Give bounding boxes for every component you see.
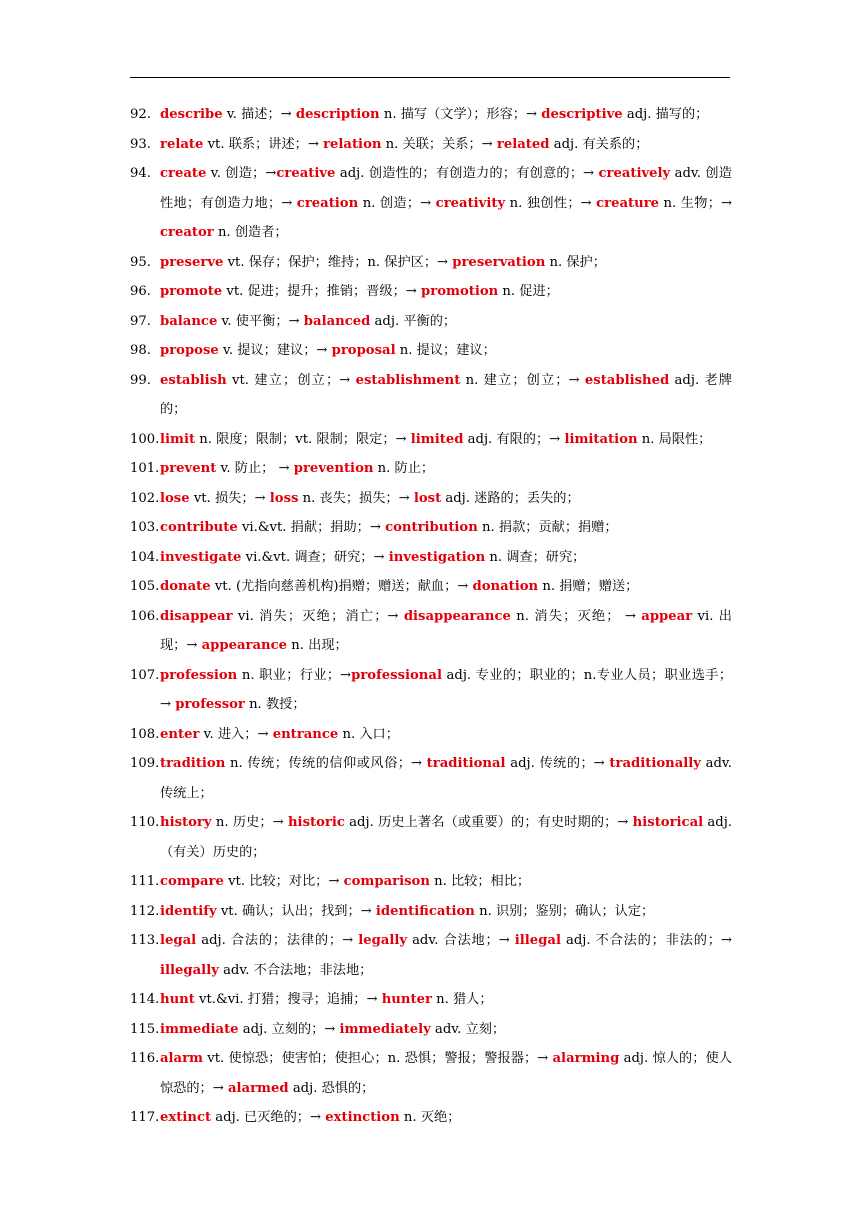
vocab-entry [130, 867, 732, 897]
definition-text: adj. 迷路的；丢失的； [441, 490, 580, 506]
entry-number: 104. [130, 549, 160, 565]
definition-text: adj. 专业的；职业的；n.专业人员；职业选手；→ [160, 667, 733, 712]
entry-number: 99. [130, 372, 151, 388]
headword: history [160, 815, 212, 830]
entry-number: 108. [130, 726, 160, 742]
vocab-entry [130, 808, 732, 867]
definition-text: vt. 确认；认出；找到；→ [216, 903, 376, 919]
definition-text: v. 提议；建议；→ [218, 343, 332, 358]
definition-text: adj. 描写的； [622, 107, 709, 122]
headword: disappearance [403, 608, 511, 624]
entry-number: 106. [130, 608, 160, 624]
headword: creative [276, 166, 336, 181]
definition-text: n. 比较；相比； [429, 874, 531, 889]
entry-number: 113. [130, 933, 160, 948]
headword: investigation [388, 549, 486, 565]
definition-text: n. 传统；传统的信仰或风俗；→ [225, 756, 427, 771]
headword: establishment [355, 372, 461, 388]
vocab-entry [130, 425, 732, 455]
vocab-entry [130, 277, 732, 307]
headword: promotion [421, 284, 499, 299]
definition-text: adj. 创造性的；有创造力的；有创意的；→ [335, 166, 599, 181]
vocab-entry [130, 248, 732, 278]
headword: creature [596, 195, 660, 211]
definition-text: v. 创造；→ [206, 166, 277, 181]
definition-text: adj. 惊人的；使人惊恐的；→ [160, 1051, 732, 1096]
headword: lost [413, 490, 442, 506]
definition-text: vt. 促进；提升；推销；晋级；→ [222, 284, 422, 299]
entry-number: 100. [130, 431, 160, 447]
vocab-entry [130, 985, 732, 1015]
definition-text: v. 使平衡；→ [217, 313, 304, 329]
definition-text: adj. 不合法的；非法的；→ [560, 933, 732, 948]
definition-text: v. 进入；→ [199, 726, 273, 742]
definition-text: adj. 恐惧的； [288, 1080, 375, 1096]
headword: investigate [160, 549, 242, 565]
headword: legally [358, 933, 408, 948]
headword: illegal [514, 933, 561, 948]
definition-text: n. 捐款；贡献；捐赠； [477, 520, 618, 535]
definition-text: n. 生物；→ [659, 195, 733, 211]
vocab-entry [130, 159, 732, 248]
definition-text: adj. 历史上著名（或重要）的；有史时期的；→ [344, 815, 633, 830]
entry-number: 117. [130, 1110, 160, 1125]
definition-text: vi. 出现；→ [160, 608, 732, 653]
definition-text: adj. 平衡的； [370, 313, 457, 329]
entry-number: 112. [130, 903, 160, 919]
definition-text: adv. 不合法地；非法地； [218, 962, 373, 978]
headword: identify [160, 903, 217, 919]
headword: immediately [339, 1021, 431, 1037]
definition-text: n. 创造者； [213, 225, 288, 240]
headword: limitation [564, 431, 638, 447]
headword: alarming [552, 1051, 620, 1066]
headword: alarm [160, 1051, 204, 1066]
definition-text: n. 灭绝； [399, 1110, 461, 1125]
headword: appear [641, 608, 693, 624]
headword: hunter [381, 992, 432, 1007]
entry-number: 95. [130, 254, 151, 270]
headword: professor [175, 697, 245, 712]
definition-text: adj. 已灭绝的；→ [211, 1110, 326, 1125]
definition-text: n. 丧失；损失；→ [298, 490, 414, 506]
entry-number: 96. [130, 284, 151, 299]
vocab-entry [130, 454, 732, 484]
headword: traditionally [609, 756, 701, 771]
definition-text: n. 出现； [287, 638, 348, 653]
headword: relate [160, 136, 204, 152]
headword: traditional [426, 756, 506, 771]
headword: extinct [160, 1110, 212, 1125]
vocab-entry [130, 720, 732, 750]
entry-number: 103. [130, 520, 160, 535]
definition-text: n. 关联；关系；→ [381, 136, 497, 152]
headword: propose [160, 343, 219, 358]
headword: creativity [435, 195, 506, 211]
headword: contribute [160, 520, 238, 535]
vocab-entry [130, 484, 732, 514]
vocab-entry [130, 572, 732, 602]
entry-number: 111. [130, 874, 160, 889]
definition-text: vt. 联系；讲述；→ [203, 136, 324, 152]
headword: prevention [293, 461, 374, 476]
definition-text: vi.&vt. 调查；研究；→ [241, 549, 389, 565]
definition-text: adj. 合法的；法律的；→ [196, 933, 359, 948]
entry-number: 101. [130, 461, 160, 476]
vocab-entry [130, 1103, 732, 1133]
headword: lose [160, 490, 190, 506]
definition-text: adj.（有关）历史的； [160, 815, 733, 860]
definition-text: n. 保护； [545, 254, 606, 270]
definition-text: vi. 消失；灭绝；消亡；→ [232, 608, 404, 624]
entry-number: 98. [130, 343, 151, 358]
headword: donate [160, 579, 211, 594]
definition-text: n. 调查；研究； [485, 549, 586, 565]
definition-text: vt. 建立；创立；→ [226, 372, 356, 388]
definition-text: vt. 使惊恐；使害怕；使担心；n. 恐惧；警报；警报器；→ [203, 1051, 553, 1066]
headword: prevent [160, 461, 217, 476]
definition-text: adv. 创造性地；有创造力地；→ [160, 166, 732, 211]
headword: related [496, 136, 550, 152]
definition-text: n. 教授； [244, 697, 306, 712]
headword: legal [160, 933, 197, 948]
definition-text: n. 建立；创立；→ [460, 372, 585, 388]
headword: create [160, 166, 207, 181]
definition-text: adj. 有限的；→ [463, 431, 565, 447]
definition-text: n. 入口； [338, 726, 399, 742]
vocab-entry [130, 1044, 732, 1103]
vocab-entry [130, 897, 732, 927]
definition-text: vt.&vi. 打猎；搜寻；追捕；→ [194, 992, 382, 1007]
headword: established [584, 372, 670, 388]
definition-text: n. 识别；鉴别；确认；认定； [474, 903, 655, 919]
definition-text: n. 猎人； [431, 992, 493, 1007]
definition-text: vt. 比较；对比；→ [223, 874, 344, 889]
headword: describe [160, 107, 223, 122]
headword: compare [160, 874, 224, 889]
headword: hunt [160, 992, 195, 1007]
headword: donation [472, 579, 539, 594]
definition-text: v. 防止； → [216, 461, 294, 476]
definition-text: vt. 损失；→ [189, 490, 270, 506]
vocab-entry [130, 513, 732, 543]
vocab-entry [130, 1015, 732, 1045]
entry-number: 92. [130, 107, 151, 122]
definition-text: v. 描述；→ [222, 107, 296, 122]
vocab-entry [130, 926, 732, 985]
headword: extinction [325, 1110, 400, 1125]
definition-text: vt. 保存；保护；维持；n. 保护区；→ [223, 254, 453, 270]
headword: creatively [598, 166, 671, 181]
definition-text: vt. (尤指向慈善机构)捐赠；赠送；献血；→ [210, 579, 473, 594]
headword: proposal [331, 343, 396, 358]
vocab-entry [130, 130, 732, 160]
headword: limit [160, 431, 196, 447]
headword: description [295, 107, 380, 122]
headword: appearance [201, 638, 288, 653]
entry-number: 116. [130, 1051, 160, 1066]
definition-text: vi.&vt. 捐献；捐助；→ [237, 520, 386, 535]
definition-text: adj. 立刻的；→ [238, 1021, 340, 1037]
definition-text: adv. 传统上； [160, 756, 732, 801]
definition-text: adv. 立刻； [430, 1021, 506, 1037]
headword: illegally [160, 962, 219, 978]
definition-text: n. 防止； [373, 461, 435, 476]
definition-text: adj. 传统的；→ [505, 756, 610, 771]
definition-text: n. 描写（文学）；形容；→ [379, 107, 542, 122]
entry-number: 102. [130, 490, 160, 506]
vocab-entry [130, 336, 732, 366]
headword: creator [160, 225, 214, 240]
headword: tradition [160, 756, 226, 771]
entry-number: 93. [130, 136, 151, 152]
headword: promote [160, 284, 223, 299]
entry-number: 107. [130, 667, 160, 683]
definition-text: n. 历史；→ [211, 815, 288, 830]
headword: descriptive [541, 107, 623, 122]
vocab-entry [130, 661, 732, 720]
definition-text: n. 局限性； [637, 431, 712, 447]
headword: balance [160, 313, 218, 329]
headword: comparison [343, 874, 430, 889]
vocab-entry [130, 543, 732, 573]
entry-number: 110. [130, 815, 160, 830]
definition-text: n. 职业；行业；→ [237, 667, 352, 683]
vocab-entry [130, 749, 732, 808]
headword: preserve [160, 254, 224, 270]
vocab-entry [130, 366, 732, 425]
definition-text: adv. 合法地；→ [407, 933, 515, 948]
vocab-entry [130, 100, 732, 130]
headword: professional [351, 667, 442, 683]
headword: entrance [272, 726, 339, 742]
entry-number: 114. [130, 992, 160, 1007]
headword: balanced [303, 313, 371, 329]
headword: creation [296, 195, 359, 211]
definition-text: n. 促进； [498, 284, 559, 299]
vocabulary-list [130, 100, 732, 1133]
definition-text: n. 限度；限制；vt. 限制；限定；→ [195, 431, 411, 447]
headword: identification [375, 903, 475, 919]
definition-text: n. 消失；灭绝； → [510, 608, 642, 624]
headword: profession [160, 667, 238, 683]
definition-text: n. 提议；建议； [395, 343, 496, 358]
entry-number: 97. [130, 313, 151, 329]
definition-text: n. 捐赠；赠送； [538, 579, 639, 594]
definition-text: n. 独创性；→ [505, 195, 597, 211]
header-rule [130, 77, 730, 78]
headword: preservation [452, 254, 546, 270]
vocab-entry [130, 307, 732, 337]
headword: contribution [385, 520, 478, 535]
vocab-entry [130, 602, 732, 661]
headword: loss [269, 490, 299, 506]
headword: enter [160, 726, 200, 742]
entry-number: 94. [130, 166, 151, 181]
headword: establish [160, 372, 227, 388]
headword: disappear [160, 608, 233, 624]
entry-number: 115. [130, 1021, 160, 1037]
headword: relation [323, 136, 382, 152]
definition-text: adj. 有关系的； [549, 136, 649, 152]
entry-number: 105. [130, 579, 160, 594]
headword: immediate [160, 1021, 239, 1037]
definition-text: n. 创造；→ [358, 195, 436, 211]
headword: historical [632, 815, 704, 830]
headword: historic [287, 815, 345, 830]
entry-number: 109. [130, 756, 160, 771]
headword: limited [410, 431, 464, 447]
headword: alarmed [228, 1080, 289, 1096]
definition-text: adj. 老牌的； [160, 372, 732, 417]
